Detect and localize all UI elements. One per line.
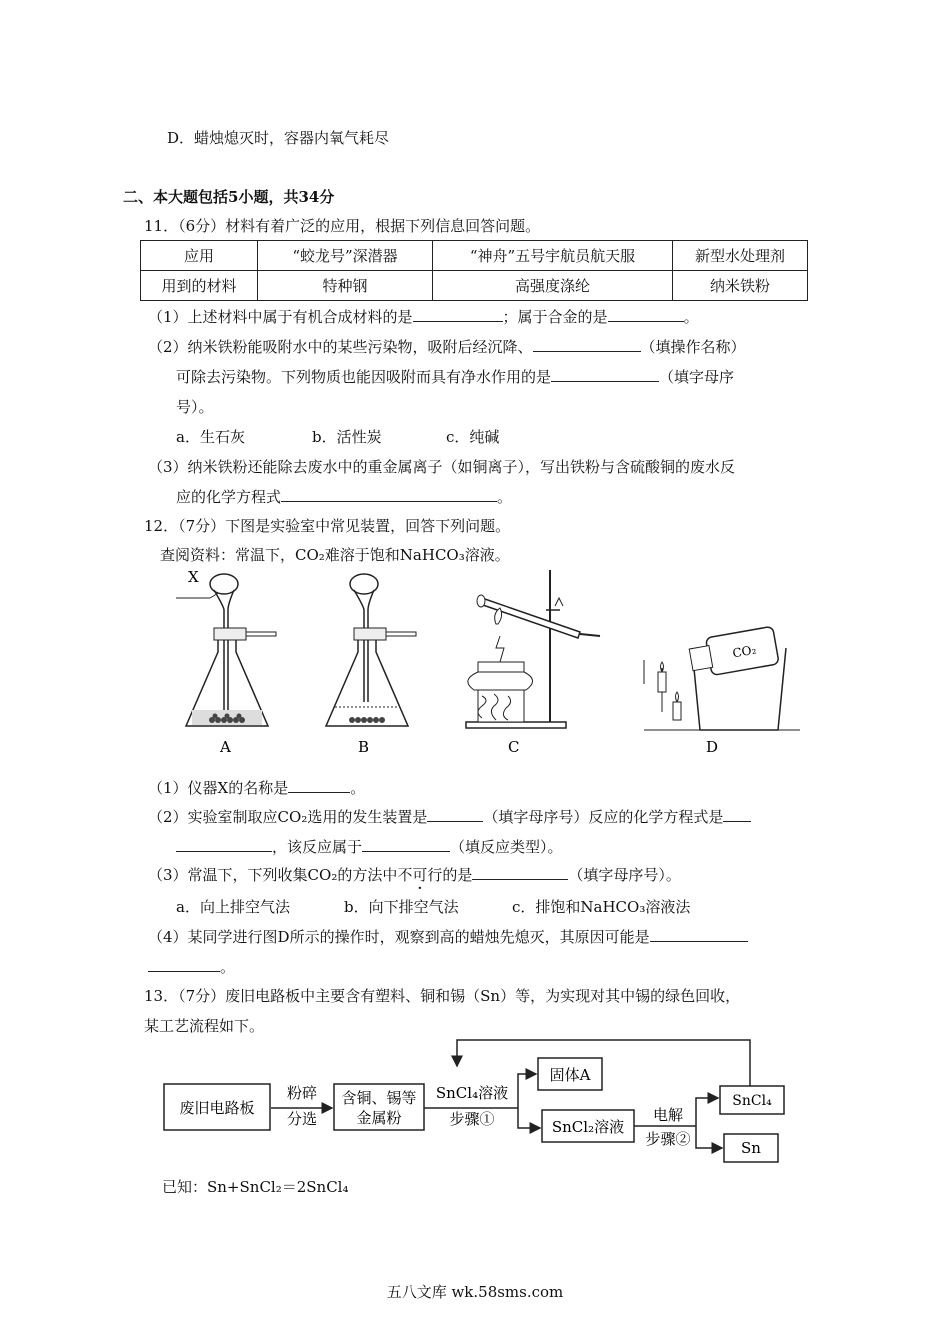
q11-p2-text2: （填操作名称） [640, 338, 746, 356]
box-sncl2-label: SnCl₂溶液 [551, 1118, 625, 1136]
q12-option-c: c．排饱和NaHCO₃溶液法 [512, 898, 691, 916]
q11-p2-text3: 可除去污染物。下列物质也能因吸附而具有净水作用的是 [176, 368, 552, 386]
q11-part3-line2 [176, 486, 512, 507]
answer-blank[interactable] [472, 865, 568, 880]
step1-label: 步骤① [449, 1110, 495, 1128]
q11-p1-text: （1）上述材料中属于有机合成材料的是 [148, 308, 413, 326]
q12-p2-text3: ，该反应属于 [272, 838, 363, 856]
table-cell: 高强度涤纶 [433, 271, 673, 301]
arrow1-top-label: 粉碎 [286, 1084, 318, 1102]
box-powder-line1: 含铜、锡等 [341, 1089, 417, 1107]
label-b: B [358, 738, 370, 756]
apparatus-a [186, 574, 276, 726]
answer-blank[interactable] [608, 307, 684, 322]
answer-blank[interactable] [551, 367, 659, 382]
q12-part3 [148, 864, 681, 885]
apparatus-b [326, 574, 416, 726]
q11-part1 [148, 306, 699, 327]
q12-p3-text3: （填字母序号）。 [568, 866, 681, 884]
q13-stem-line2: 某工艺流程如下。 [144, 1017, 265, 1035]
answer-blank[interactable] [413, 307, 503, 322]
page-footer: 五八文库 wk.58sms.com [386, 1283, 564, 1301]
box-solid-a-label: 固体A [549, 1066, 591, 1084]
q11-option-c: c．纯碱 [446, 428, 500, 446]
table-cell: “神舟”五号宇航员航天服 [433, 241, 673, 271]
apparatus-d [644, 626, 800, 730]
table-row [141, 271, 808, 301]
answer-blank[interactable] [650, 927, 748, 942]
q12-stem: 12．（7分）下图是实验室中常见装置，回答下列问题。 [144, 517, 511, 535]
solution-label: SnCl₄溶液 [435, 1084, 509, 1102]
electrolysis-label: 电解 [652, 1106, 684, 1124]
materials-table [140, 240, 808, 301]
box-sn-label: Sn [741, 1139, 761, 1157]
q12-p1-text: （1）仪器X的名称是 [148, 779, 289, 797]
q12-p3-text: （3）常温下，下列收集CO₂的方法中 [148, 866, 398, 884]
q11-option-b: b．活性炭 [312, 428, 382, 446]
q11-p2-text4: （填字母序 [659, 368, 735, 386]
answer-blank[interactable] [533, 337, 641, 352]
apparatus-c [466, 570, 600, 728]
q11-p1-end: 。 [683, 308, 699, 326]
table-row [141, 241, 808, 271]
answer-blank[interactable] [148, 957, 220, 972]
answer-blank[interactable] [281, 487, 497, 502]
q11-p3-end: 。 [497, 488, 513, 506]
q12-option-b: b．向下排空气法 [344, 898, 459, 916]
answer-blank[interactable] [427, 807, 483, 822]
q12-option-a: a．向上排空气法 [176, 898, 290, 916]
box-powder-line2: 金属粉 [356, 1109, 402, 1127]
label-d: D [706, 738, 719, 756]
q12-part1 [148, 777, 365, 798]
answer-blank[interactable] [723, 807, 751, 822]
q11-p2-text: （2）纳米铁粉能吸附水中的某些污染物，吸附后经沉降、 [148, 338, 533, 356]
q11-stem: 11．（6分）材料有着广泛的应用，根据下列信息回答问题。 [144, 217, 541, 235]
arrow-recycle [457, 1040, 750, 1086]
table-cell: 应用 [141, 241, 258, 271]
q11-option-a: a．生石灰 [176, 428, 245, 446]
q12-p2-text2: （填字母序号）反应的化学方程式是 [483, 808, 724, 826]
q13-known: 已知：Sn+SnCl₂＝2SnCl₄ [162, 1178, 349, 1196]
table-cell: 新型水处理剂 [673, 241, 808, 271]
q12-p4-end: 。 [220, 958, 236, 976]
co2-label: CO₂ [731, 642, 758, 661]
q11-part3-line1: （3）纳米铁粉还能除去废水中的重金属离子（如铜离子），写出铁粉与含硫酸铜的废水反 [148, 458, 736, 476]
arrow-sncl4 [696, 1098, 718, 1126]
label-x: X [188, 568, 199, 586]
apparatus-figure [160, 562, 800, 762]
q12-part4-line1 [148, 926, 748, 947]
q12-p1-end: 。 [350, 779, 366, 797]
table-cell: 纳米铁粉 [673, 271, 808, 301]
box-sncl4-label: SnCl₄ [732, 1093, 772, 1109]
q11-p3-text: 应的化学方程式 [176, 488, 282, 506]
q12-p4-text: （4）某同学进行图D所示的操作时，观察到高的蜡烛先熄灭，其原因可能是 [148, 928, 650, 946]
q12-p3-text2: 的是 [442, 866, 473, 884]
step2-label: 步骤② [645, 1130, 691, 1148]
table-cell: “蛟龙号”深潜器 [258, 241, 433, 271]
table-cell: 特种钢 [258, 271, 433, 301]
emphasis-dotted: 不可行 [397, 866, 443, 884]
q11-p1-text2: ；属于合金的是 [502, 308, 608, 326]
arrow-sncl2 [518, 1108, 540, 1128]
q12-part2-line2 [176, 836, 563, 857]
flow-diagram [150, 1036, 800, 1166]
q12-part2-line1 [148, 806, 751, 827]
label-c: C [508, 738, 520, 756]
q10-option-d: D．蜡烛熄灭时，容器内氧气耗尽 [167, 129, 390, 147]
arrow-solid-a [518, 1074, 536, 1108]
q13-stem-line1: 13．（7分）废旧电路板中主要含有塑料、铜和锡（Sn）等，为实现对其中锡的绿色回收， [144, 987, 741, 1005]
table-cell: 用到的材料 [141, 271, 258, 301]
q12-p2-text4: （填反应类型）。 [450, 838, 563, 856]
label-a: A [220, 738, 231, 756]
q12-p2-text: （2）实验室制取应CO₂选用的发生装置是 [148, 808, 428, 826]
q12-part4-line2 [148, 956, 235, 977]
answer-blank[interactable] [176, 837, 272, 852]
arrow1-bottom-label: 分选 [286, 1110, 318, 1128]
answer-blank[interactable] [362, 837, 450, 852]
emphasis-text [397, 866, 442, 884]
arrow-sn [696, 1126, 722, 1148]
section-title: 二、本大题包括5小题，共34分 [123, 188, 335, 206]
q11-part2-line1 [148, 336, 746, 357]
box-pcb-label: 废旧电路板 [179, 1099, 255, 1117]
q12-info: 查阅资料：常温下，CO₂难溶于饱和NaHCO₃溶液。 [160, 546, 510, 564]
q11-part2-line3: 号）。 [176, 398, 214, 416]
answer-blank[interactable] [288, 778, 350, 793]
q11-part2-line2 [176, 366, 734, 387]
